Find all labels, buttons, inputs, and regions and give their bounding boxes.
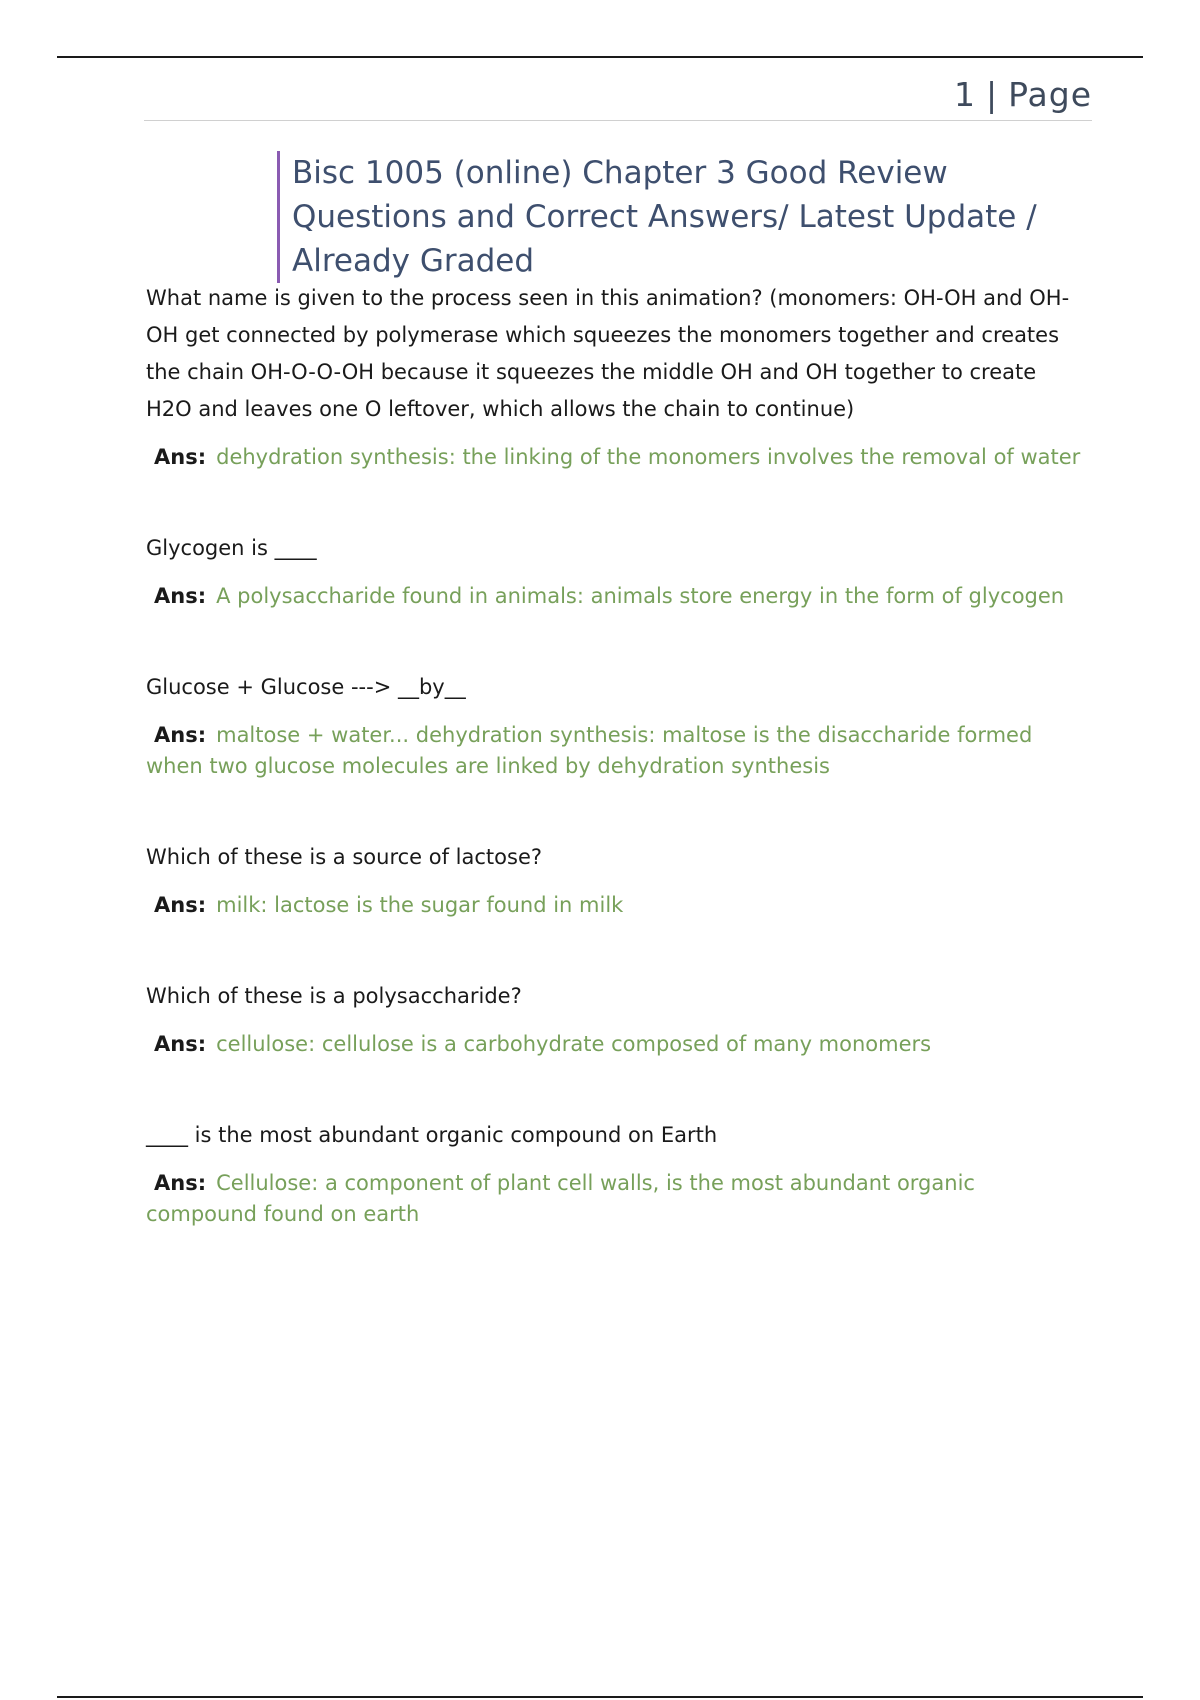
qa-content — [146, 280, 1086, 1230]
title-block — [277, 151, 1102, 283]
qa-item-6 — [146, 1117, 1086, 1230]
answer-value: A polysaccharide found in animals: animals store energy in the form of glycogen — [216, 584, 1065, 608]
page-header — [144, 70, 1092, 121]
question-text: Which of these is a source of lactose? — [146, 845, 543, 869]
qa-item-4 — [146, 839, 1086, 921]
answer-value: maltose + water... dehydration synthesis: maltose is the disaccharide formed when two glucose molecules are linked by dehydration synthesis — [146, 723, 1033, 778]
answer-value: milk: lactose is the sugar found in milk — [216, 893, 624, 917]
question-text: Glycogen is ____ — [146, 536, 317, 560]
qa-item-3 — [146, 669, 1086, 782]
answer-text — [146, 720, 1086, 782]
qa-item-2 — [146, 530, 1086, 612]
question-text: What name is given to the process seen in this animation? (monomers: OH-OH and OH-OH get connected by polymerase which squeezes the monomers together and creates the chain OH-O-O-OH because it squeezes the middle OH and OH together to create H2O and leaves one O leftover, which allows the chain to continue) — [146, 286, 1070, 421]
bottom-rule — [57, 1696, 1143, 1698]
answer-text — [146, 890, 1086, 921]
top-rule — [57, 56, 1143, 58]
page-separator: | — [985, 75, 999, 114]
question-text: ____ is the most abundant organic compound on Earth — [146, 1123, 718, 1147]
question-text: Which of these is a polysaccharide? — [146, 984, 522, 1008]
ans-label: Ans: — [154, 1171, 207, 1195]
page-number: 1 — [953, 75, 976, 114]
answer-text — [146, 442, 1086, 473]
page-label: Page — [1008, 75, 1092, 114]
ans-label: Ans: — [154, 723, 207, 747]
answer-value: Cellulose: a component of plant cell walls, is the most abundant organic compound found on earth — [146, 1171, 975, 1226]
qa-item-1 — [146, 280, 1086, 473]
ans-label: Ans: — [154, 584, 207, 608]
ans-label: Ans: — [154, 893, 207, 917]
answer-text — [146, 1029, 1086, 1060]
answer-value: cellulose: cellulose is a carbohydrate composed of many monomers — [216, 1032, 932, 1056]
answer-text — [146, 581, 1086, 612]
ans-label: Ans: — [154, 1032, 207, 1056]
answer-text — [146, 1168, 1086, 1230]
ans-label: Ans: — [154, 445, 207, 469]
answer-value: dehydration synthesis: the linking of the monomers involves the removal of water — [216, 445, 1081, 469]
question-text: Glucose + Glucose ---> __by__ — [146, 675, 466, 699]
qa-item-5 — [146, 978, 1086, 1060]
document-title: Bisc 1005 (online) Chapter 3 Good Review Questions and Correct Answers/ Latest Update / Already Graded — [292, 155, 1037, 279]
